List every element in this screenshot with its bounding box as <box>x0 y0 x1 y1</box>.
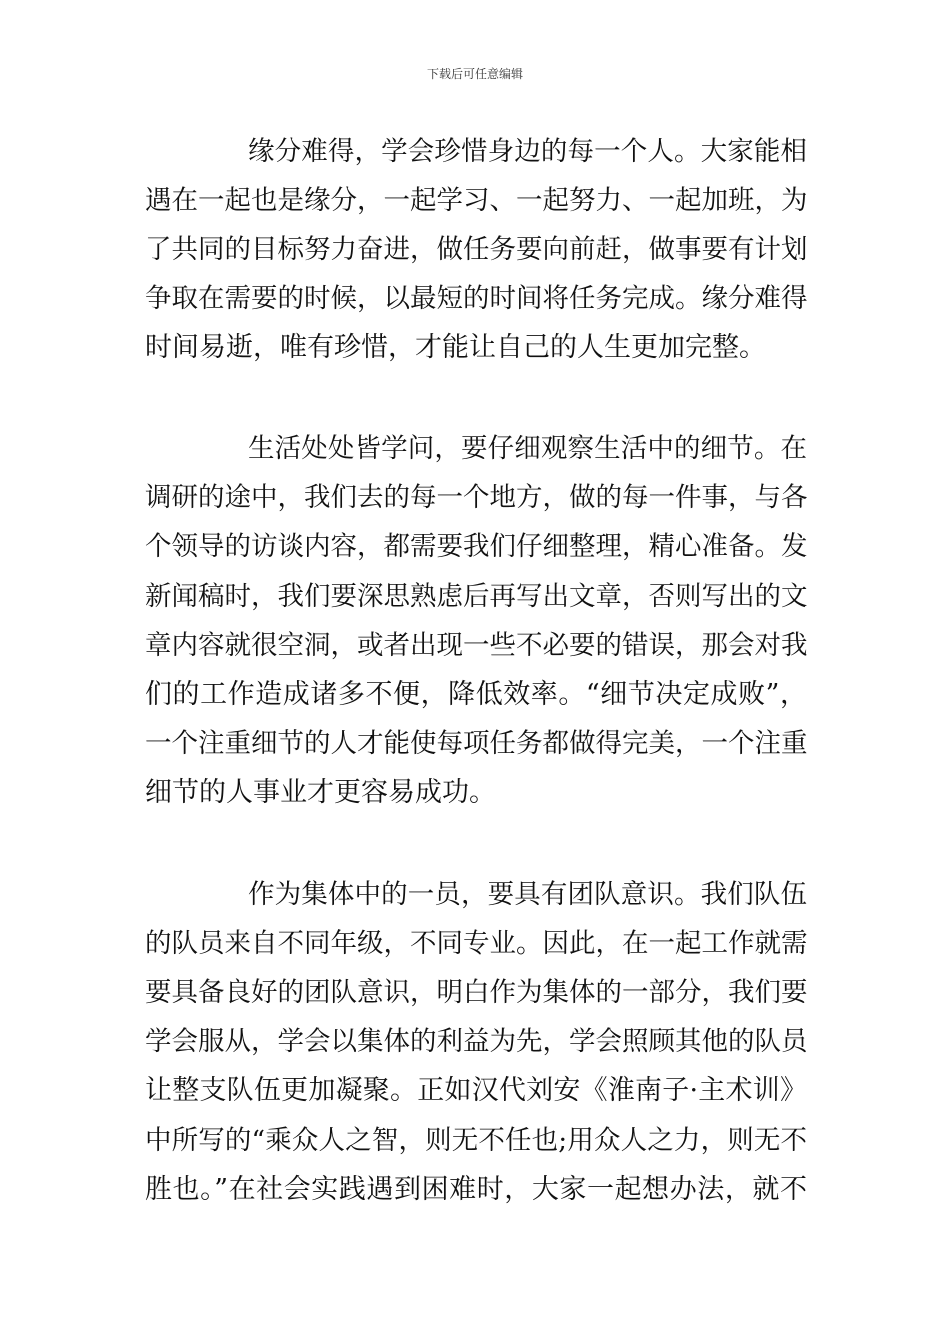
paragraph-line: 时间易逝，唯有珍惜，才能让自己的人生更加完整。 <box>145 332 766 363</box>
paragraph-line: 学会服从，学会以集体的利益为先，学会照顾其他的队员 <box>145 1026 807 1057</box>
paragraph-line: 胜也。”在社会实践遇到困难时，大家一起想办法，就不 <box>145 1174 807 1205</box>
page-header: 下载后可任意编辑 <box>426 67 523 81</box>
paragraph-line: 作为集体中的一员，要具有团队意识。我们队伍 <box>248 879 807 910</box>
paragraph-line: 中所写的“乘众人之智，则无不任也;用众人之力，则无不 <box>145 1125 807 1156</box>
paragraph-line: 要具备良好的团队意识，明白作为集体的一部分，我们要 <box>145 977 807 1008</box>
paragraph-line: 们的工作造成诸多不便，降低效率。“细节决定成败”， <box>145 679 807 710</box>
paragraph-line: 缘分难得，学会珍惜身边的每一个人。大家能相 <box>248 136 807 167</box>
paragraph-line: 争取在需要的时候，以最短的时间将任务完成。缘分难得 <box>145 283 807 314</box>
paragraph-line: 一个注重细节的人才能使每项任务都做得完美，一个注重 <box>145 728 807 759</box>
paragraph-line: 调研的途中，我们去的每一个地方，做的每一件事，与各 <box>145 482 807 513</box>
paragraph-line: 个领导的访谈内容，都需要我们仔细整理，精心准备。发 <box>145 531 807 562</box>
paragraph-line: 章内容就很空洞，或者出现一些不必要的错误，那会对我 <box>145 630 807 661</box>
paragraph-line: 细节的人事业才更容易成功。 <box>145 777 496 808</box>
paragraph-line: 新闻稿时，我们要深思熟虑后再写出文章，否则写出的文 <box>145 581 807 612</box>
paragraph-line: 了共同的目标努力奋进，做任务要向前赶，做事要有计划 <box>145 234 807 265</box>
paragraph-line: 的队员来自不同年级，不同专业。因此，在一起工作就需 <box>145 928 807 959</box>
paragraph-line: 遇在一起也是缘分，一起学习、一起努力、一起加班，为 <box>145 185 807 216</box>
paragraph-line: 生活处处皆学问，要仔细观察生活中的细节。在 <box>248 433 807 464</box>
paragraph-line: 让整支队伍更加凝聚。正如汉代刘安《淮南子·主术训》 <box>145 1075 807 1106</box>
